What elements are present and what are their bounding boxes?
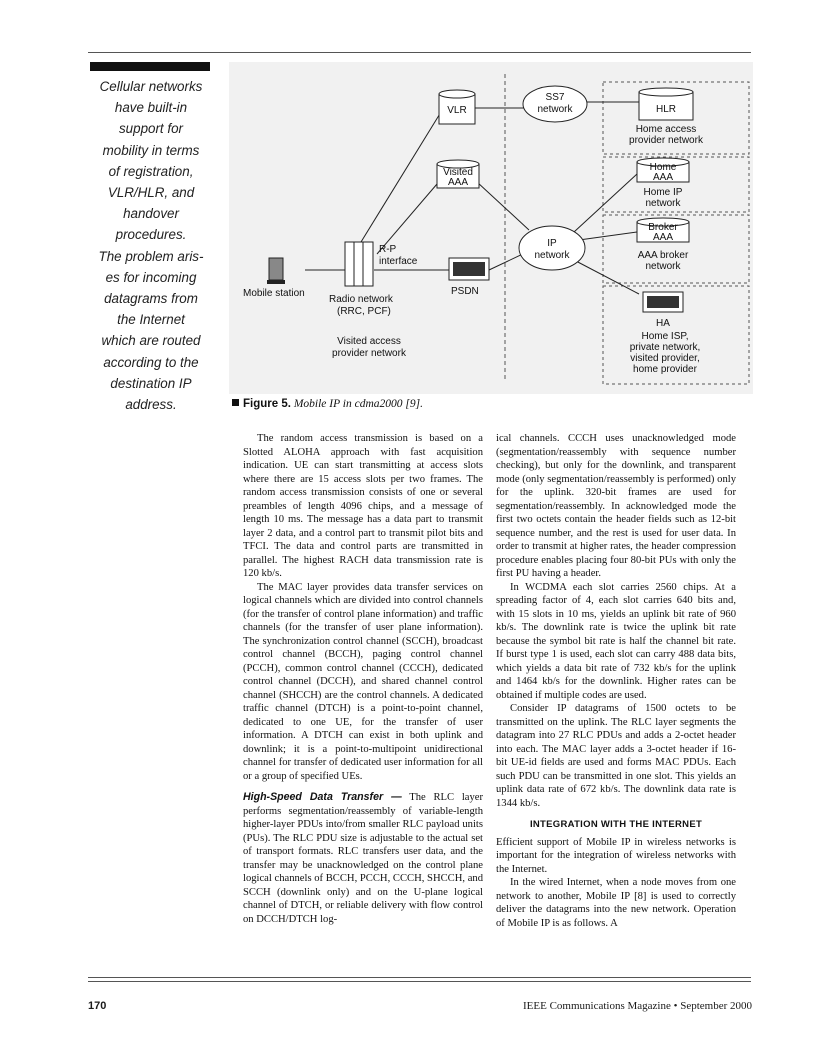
runin-heading: High-Speed Data Transfer — (243, 791, 402, 803)
home-aaa-label-2: AAA (652, 172, 674, 183)
visited-aaa-label-2: AAA (447, 177, 469, 188)
link-ip-homeaaa (574, 174, 637, 232)
aaa-broker-label-1: AAA broker (637, 250, 689, 261)
visited-aaa-label-1: Visited (443, 167, 473, 178)
right-paragraph-2: In WCDMA each slot carries 2560 chips. At a spreading factor of 4, each slot carries 640 bits and, with 15 slots in 10 ms, yields an uplink bit rate of 960 kb/s. The downlink rate is twice the uplink bit rate because the symbol bit rate is half the channel bit rate. If burst type 1 is used, each slot can carry 488 data bits, which yields a data bit rate of 732 kb/s for the uplink and 1464 kb/s for the downlink. Higher rates can be obtained if multiple codes are used. (496, 581, 736, 701)
ha-node (643, 292, 683, 312)
rp-label-2: interface (379, 256, 418, 267)
home-isp-label-2: private network, (629, 342, 701, 353)
home-ip-label-2: network (645, 198, 681, 209)
rp-label-1: R-P (379, 244, 397, 255)
ip-label-1: IP (547, 238, 557, 249)
left-paragraph-3-text: The RLC layer performs segmentation/reassembly of variable-length higher-layer PDUs into/from smaller RLC payload units (PUs). The RLC PDU size is adjustable to the actual set of transport formats. RLC transfers user data, and the transfer may be unacknowledged on the control plane logical channels of BCCH, PCCH, CCCH, SHCCH, and SCCH (downlink only) and on the U-plane logical channel of DTCH, or reliable delivery with flow control on DCCH/DTCH log- (243, 792, 483, 925)
right-paragraph-4: Efficient support of Mobile IP in wireless networks is important for the integration of wireless networks with the Internet. (496, 836, 736, 875)
hlr-label: HLR (655, 104, 677, 115)
home-access-label-1: Home access (635, 124, 697, 135)
vlr-node (439, 90, 475, 124)
right-paragraph-3: Consider IP datagrams of 1500 octets to be transmitted on the uplink. The RLC layer segments the datagram into 27 RLC PDUs and adds a 2-octet header into each. The MAC layer adds a 3-octet header if 16-bit UE-id fields are used and forms MAC PDUs. Each such PDU can be transmitted in one slot. This yields an uplink data rate of 672 kb/s. The downlink data rate is 1344 kb/s. (496, 703, 736, 809)
broker-aaa-label-2: AAA (652, 232, 674, 243)
broker-aaa-label-1: Broker (648, 222, 678, 233)
link-vaaa-ip (477, 182, 529, 230)
right-paragraph-1: ical channels. CCCH uses unacknowledged mode (segmentation/reassembly with sequence number checking), but only for the downlink, and transparent mode (only segmentation/reassembly is performed) only for the uplink. 320-bit frames are used for segmentation/reassembly. In acknowledged mode the first two octets contain the header fields such as 12-bit sequence number, and the rest is used for user data. In order to transmit at higher rates, the header compression procedure enables placing four 80-bit PUs with only the first PU having a header. (496, 433, 736, 579)
broker-aaa-node (637, 218, 689, 243)
left-paragraph-2: The MAC layer provides data transfer services on logical channels which are divided into control channels (for the transfer of control plane information) and traffic channels (for the transfer of user plane information). The synchronization control channel (SCCH), broadcast control channel (BCCH), paging control channel (PCCH), common control channel (CCCH), dedicated control channel (DCCH), and shared channel control channel (SHCCH) are the control channels. A dedicated traffic channel (DTCH) is a point-to-point channel, dedicated to one UE, for the transfer of user information. A DTCH can exist in both uplink and downlink; it is a point-to-multipoint unidirectional channel for transfer of dedicated user information for all or a group of specified UEs. (243, 581, 483, 782)
link-radio-vlr (361, 112, 441, 242)
right-paragraph-5: In the wired Internet, when a node moves from one network to another, Mobile IP [8] is used to correctly deliver the datagrams into the new network. Operation of Mobile IP is as follows. A (496, 877, 736, 929)
vlr-label: VLR (447, 105, 467, 116)
radio-network-node (345, 242, 373, 286)
aaa-broker-label-2: network (645, 261, 681, 272)
bottom-rule-2 (88, 981, 751, 982)
ha-label: HA (656, 318, 670, 329)
caption-marker (232, 399, 239, 406)
top-rule (88, 52, 751, 53)
pull-quote: Cellular networks have built-in support for mobility in terms of registration, VLR/HLR, and handover procedures. The problem aris- es for incoming datagrams from the Internet which are routed according to the destination IP address. (98, 79, 204, 413)
visited-access-label-1: Visited access (337, 336, 401, 347)
network-diagram (229, 62, 753, 394)
left-column (243, 432, 483, 926)
psdn-node (449, 258, 489, 280)
psdn-label: PSDN (451, 286, 479, 297)
home-aaa-label-1: Home (649, 162, 677, 173)
home-ip-label-1: Home IP (643, 187, 683, 198)
home-isp-label-1: Home ISP, (641, 331, 689, 342)
figure-5 (229, 62, 753, 394)
home-isp-label-3: visited provider, (630, 353, 700, 364)
visited-access-label-2: provider network (332, 348, 406, 359)
section-heading: INTEGRATION WITH THE INTERNET (529, 819, 703, 830)
mobile-station-icon (267, 258, 285, 284)
caption-text: Mobile IP in cdma2000 [9]. (293, 398, 423, 410)
link-ip-broker (579, 232, 637, 240)
journal-footer: IEEE Communications Magazine • September 2000 (523, 1000, 752, 1012)
left-paragraph-3 (243, 791, 483, 926)
home-aaa-node (637, 158, 689, 183)
right-column (496, 432, 736, 930)
sidebar-bar (90, 62, 210, 71)
ss7-cloud (523, 86, 587, 122)
hlr-node (639, 88, 693, 120)
ss7-label-2: network (537, 104, 573, 115)
home-access-label-2: provider network (629, 135, 703, 146)
radio-label-1: Radio network (329, 294, 393, 305)
home-isp-label-4: home provider (633, 364, 697, 375)
radio-label-2: (RRC, PCF) (337, 306, 391, 317)
ip-network-cloud (519, 226, 585, 270)
ip-label-2: network (534, 250, 570, 261)
bottom-rule (88, 977, 751, 978)
left-paragraph-1: The random access transmission is based on a Slotted ALOHA approach with fast acquisition indication. UE can start transmitting at access slots where there are 15 access slots per two frames. The random access transmission consists of one or several preambles of length 4096 chips, and a message of length 10 ms. The message has a data part to transmit layer 2 data, and a control part to transmit pilot bits and TFCI. The data and control parts are transmitted in parallel. The highest RACH data transmission rate is 120 kb/s. (243, 433, 483, 579)
visited-aaa-node (437, 160, 479, 188)
caption-label: Figure 5. (243, 398, 291, 410)
ss7-label-1: SS7 (545, 92, 565, 103)
figure-caption (232, 398, 423, 410)
page-number: 170 (88, 1000, 107, 1012)
mobile-station-label: Mobile station (243, 288, 305, 299)
link-ip-ha (574, 260, 639, 294)
